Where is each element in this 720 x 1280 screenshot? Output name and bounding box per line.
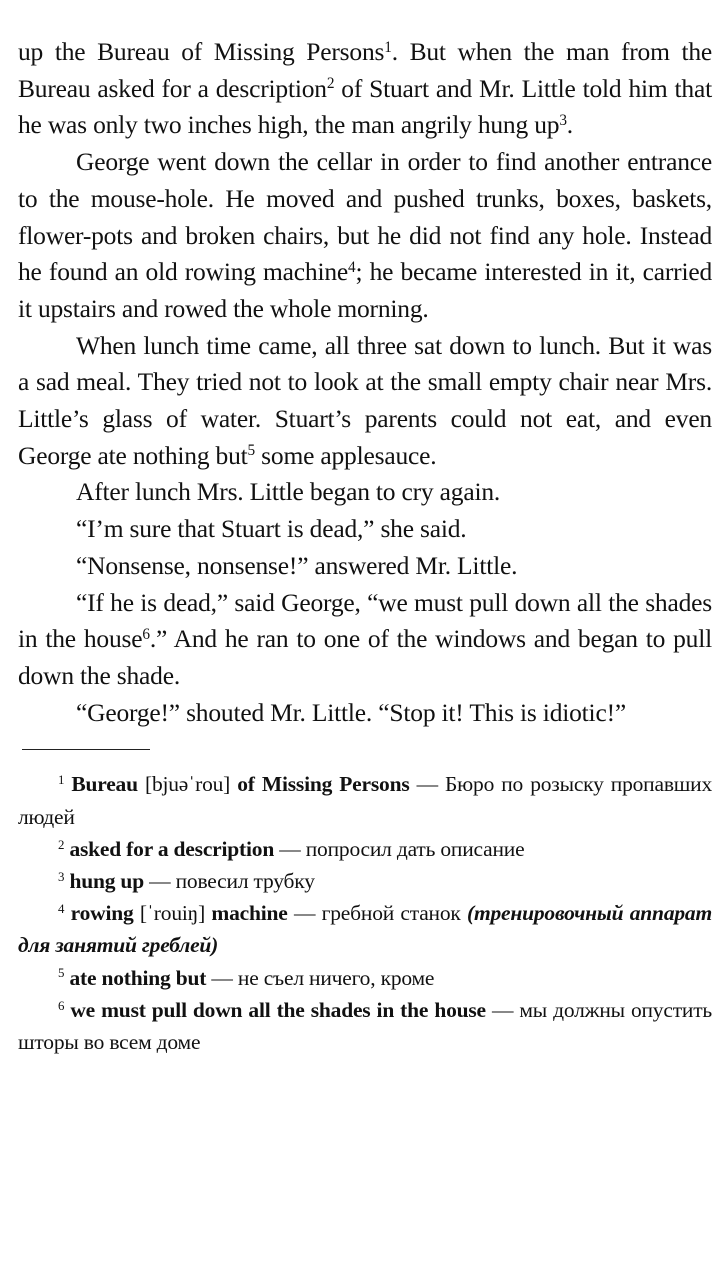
- footnote-3: $^3$ hung up — повесил трубку: [58, 868, 315, 893]
- footnote-ref-2: 2: [326, 75, 335, 93]
- footnotes: [18, 768, 712, 1058]
- footnote-4: $^4$ rowing [ˈrouiŋ] machine — гребной станок (тренировочный аппарат для занятий греблей): [18, 901, 712, 958]
- main-text: [18, 34, 712, 731]
- footnote-1: $^1$ Bureau [bjuəˈrou] of Missing Persons — Бюро по розыску пропавших людей: [18, 772, 712, 829]
- footnote-divider: [22, 749, 150, 750]
- paragraph-5: “I’m sure that Stuart is dead,” she said.: [76, 514, 467, 544]
- paragraph-6: “Nonsense, nonsense!” answered Mr. Little.: [76, 550, 518, 580]
- footnote-6: $^6$ we must pull down all the shades in the house — мы должны опустить шторы во всем доме: [18, 997, 713, 1054]
- footnote-ref-4: 4: [348, 258, 356, 276]
- paragraph-3: When lunch time came, all three sat down to lunch. But it was a sad meal. They tried not to look at the small empty chair near Mrs. Little’s glass of water. Stuart’s parents could not eat, and even George ate nothing but$^5$ some applesauce.: [18, 330, 712, 470]
- paragraph-4: After lunch Mrs. Little began to cry again.: [76, 477, 501, 507]
- paragraph-1: up the Bureau of Missing Persons$^1$. But when the man from the Bureau asked for a description$^2$ of Stuart and Mr. Little told him that he was only two inches high, the man angrily hung $up^3$.: [18, 37, 712, 140]
- footnote-2: $^2$ asked for a description — попросил дать описание: [58, 836, 525, 861]
- paragraph-8: “George!” shouted Mr. Little. “Stop it! This is idiotic!”: [76, 697, 626, 727]
- paragraph-2: George went down the cellar in order to find another entrance to the mouse-hole. He moved and pushed trunks, boxes, baskets, flower-pots and broken chairs, but he did not find any hole. Instead he found an old rowing machine$^4$; he became interested in it, carried it upstairs and rowed the whole morning.: [18, 147, 712, 323]
- footnote-ref-3: 3: [559, 112, 567, 129]
- footnote-ref-6: 6: [142, 625, 150, 643]
- footnote-ref-1: 1: [384, 38, 392, 56]
- footnote-5: $^5$ ate nothing but — не съел ничего, кроме: [58, 965, 435, 990]
- footnote-ref-5: 5: [247, 442, 255, 460]
- paragraph-7: “If he is dead,” said George, “we must pull down all the shades in the house$^6$.” And he ran to one of the windows and began to pull down the shade.: [18, 587, 712, 690]
